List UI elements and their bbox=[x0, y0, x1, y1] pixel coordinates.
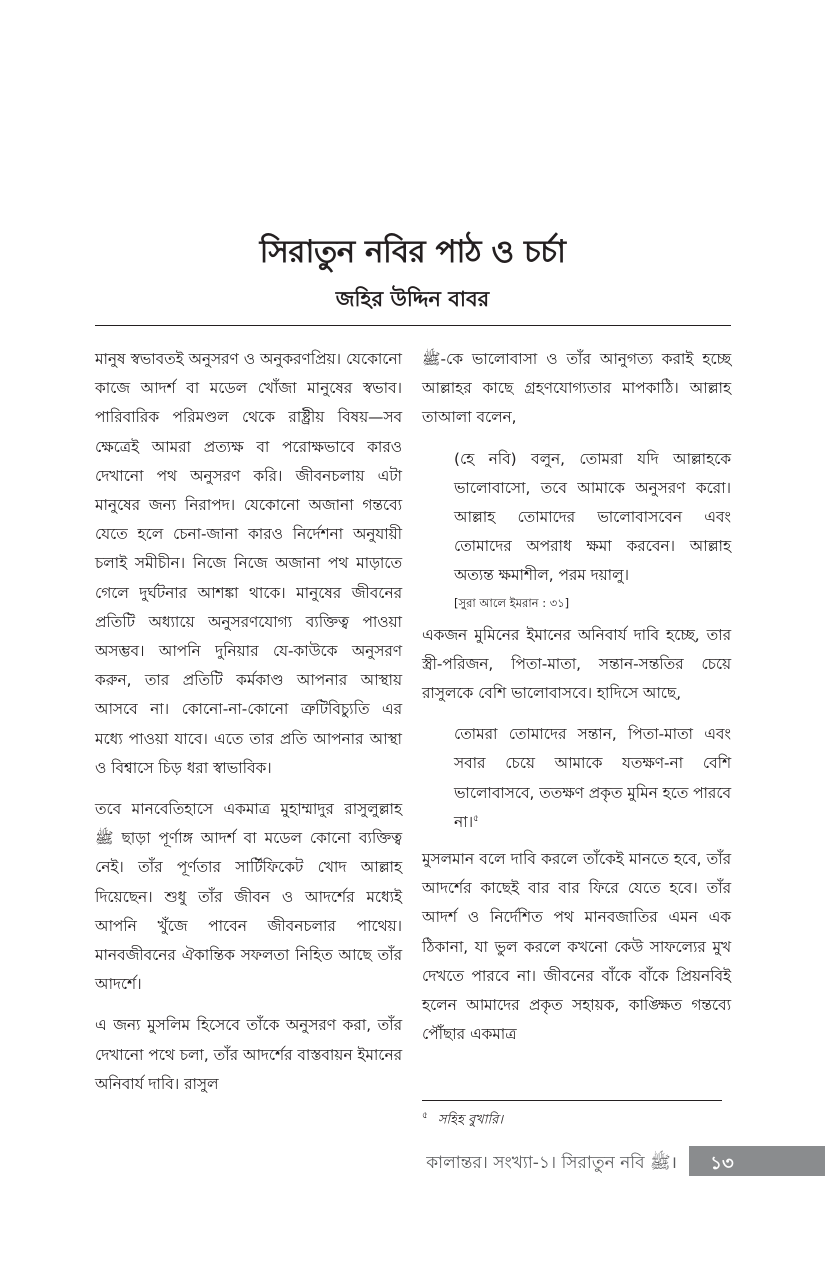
paragraph: মুসলমান বলে দাবি করলে তাঁকেই মানতে হবে, তাঁর আদর্শের কাছেই বার বার ফিরে যেতে হবে। তাঁর আদর্শ ও নির্দেশিত পথ মানবজাতির এমন এক ঠিকানা, যা ভুল করলে কখনো কেউ সাফল্যের মুখ দেখতে পারবে না। জীবনের বাঁকে বাঁকে প্রিয়নবিই হলেন আমাদের প্রকৃত সহায়ক, কাঙ্ক্ষিত গন্তব্যে পৌঁছার একমাত্র bbox=[422, 850, 731, 1044]
paragraph: এ জন্য মুসলিম হিসেবে তাঁকে অনুসরণ করা, তাঁর দেখানো পথে চলা, তাঁর আদর্শের বাস্তবায়ন ইমানের অনিবার্য দাবি। রাসুল bbox=[95, 1016, 402, 1093]
title-divider bbox=[95, 325, 731, 326]
paragraph: ﷺ-কে ভালোবাসা ও তাঁর আনুগত্য করাই হচ্ছে আল্লাহর কাছে গ্রহণযোগ্যতার মাপকাঠি। আল্লাহ তাআলা বলেন, bbox=[422, 350, 731, 427]
quote-reference: [সুরা আলে ইমরান : ৩১] bbox=[454, 595, 570, 610]
paragraph: তবে মানবেতিহাসে একমাত্র মুহাম্মাদুর রাসুলুল্লাহ ﷺ ছাড়া পূর্ণাঙ্গ আদর্শ বা মডেল কোনো ব্যক্তিত্ব নেই। তাঁর পূর্ণতার সার্টিফিকেট খোদ আল্লাহ দিয়েছেন। শুধু তাঁর জীবন ও আদর্শের মধ্যেই আপনি খুঁজে পাবেন জীবনচলার পাথেয়। মানবজীবনের ঐকান্তিক সফলতা নিহিত আছে তাঁর আদর্শে। bbox=[95, 800, 402, 994]
right-column bbox=[422, 345, 731, 1049]
page-number-box bbox=[689, 1146, 825, 1176]
article-author: জহির উদ্দিন বাবর bbox=[335, 287, 490, 311]
footnote-divider bbox=[422, 1100, 722, 1101]
footnote-marker: ৫ bbox=[473, 813, 479, 824]
article-title: সিরাতুন নবির পাঠ ও চর্চা bbox=[259, 234, 566, 270]
quran-quote bbox=[422, 445, 731, 615]
left-column bbox=[95, 345, 402, 1099]
paragraph: মানুষ স্বভাবতই অনুসরণ ও অনুকরণপ্রিয়। যেকোনো কাজে আদর্শ বা মডেল খোঁজা মানুষের স্বভাব। পারিবারিক পরিমণ্ডল থেকে রাষ্ট্রীয় বিষয়—সব ক্ষেত্রেই আমরা প্রত্যক্ষ বা পরোক্ষভাবে কারও দেখানো পথ অনুসরণ করি। জীবনচলায় এটা মানুষের জন্য নিরাপদ। যেকোনো অজানা গন্তব্যে যেতে হলে চেনা-জানা কারও নির্দেশনা অনুযায়ী চলাই সমীচীন। নিজে নিজে অজানা পথ মাড়াতে গেলে দুর্ঘটনার আশঙ্কা থাকে। মানুষের জীবনের প্রতিটি অধ্যায়ে অনুসরণযোগ্য ব্যক্তিত্ব পাওয়া অসম্ভব। আপনি দুনিয়ার যে-কাউকে অনুসরণ করুন, তার প্রতিটি কর্মকাণ্ড আপনার আস্থায় আসবে না। কোনো-না-কোনো ত্রুটিবিচ্যুতি এর মধ্যে পাওয়া যাবে। এতে তার প্রতি আপনার আস্থা ও বিশ্বাসে চিড় ধরা স্বাভাবিক। bbox=[95, 350, 402, 777]
running-footer: কালান্তর। সংখ্যা-১। সিরাতুন নবি ﷺ। bbox=[426, 1153, 677, 1173]
hadith-quote bbox=[422, 720, 731, 837]
quote-text: (হে নবি) বলুন, তোমরা যদি আল্লাহকে ভালোবাসো, তবে আমাকে অনুসরণ করো। আল্লাহ তোমাদের ভালোবাসবেন এবং তোমাদের অপরাধ ক্ষমা করবেন। আল্লাহ অত্যন্ত ক্ষমাশীল, পরম দয়ালু। bbox=[454, 449, 731, 585]
footnote-text: সহিহ বুখারি। bbox=[437, 1112, 504, 1128]
footnote-number: ৫ bbox=[422, 1111, 428, 1121]
footnote bbox=[422, 1106, 731, 1130]
quote-text: তোমরা তোমাদের সন্তান, পিতা-মাতা এবং সবার চেয়ে আমাকে যতক্ষণ-না বেশি ভালোবাসবে, ততক্ষণ প্রকৃত মুমিন হতে পারবে না। bbox=[454, 725, 731, 831]
paragraph: একজন মুমিনের ইমানের অনিবার্য দাবি হচ্ছে, তার স্ত্রী-পরিজন, পিতা-মাতা, সন্তান-সন্ততির চেয়ে রাসুলকে বেশি ভালোবাসবে। হাদিসে আছে, bbox=[422, 625, 731, 703]
page-number: ১৩ bbox=[710, 1153, 734, 1174]
